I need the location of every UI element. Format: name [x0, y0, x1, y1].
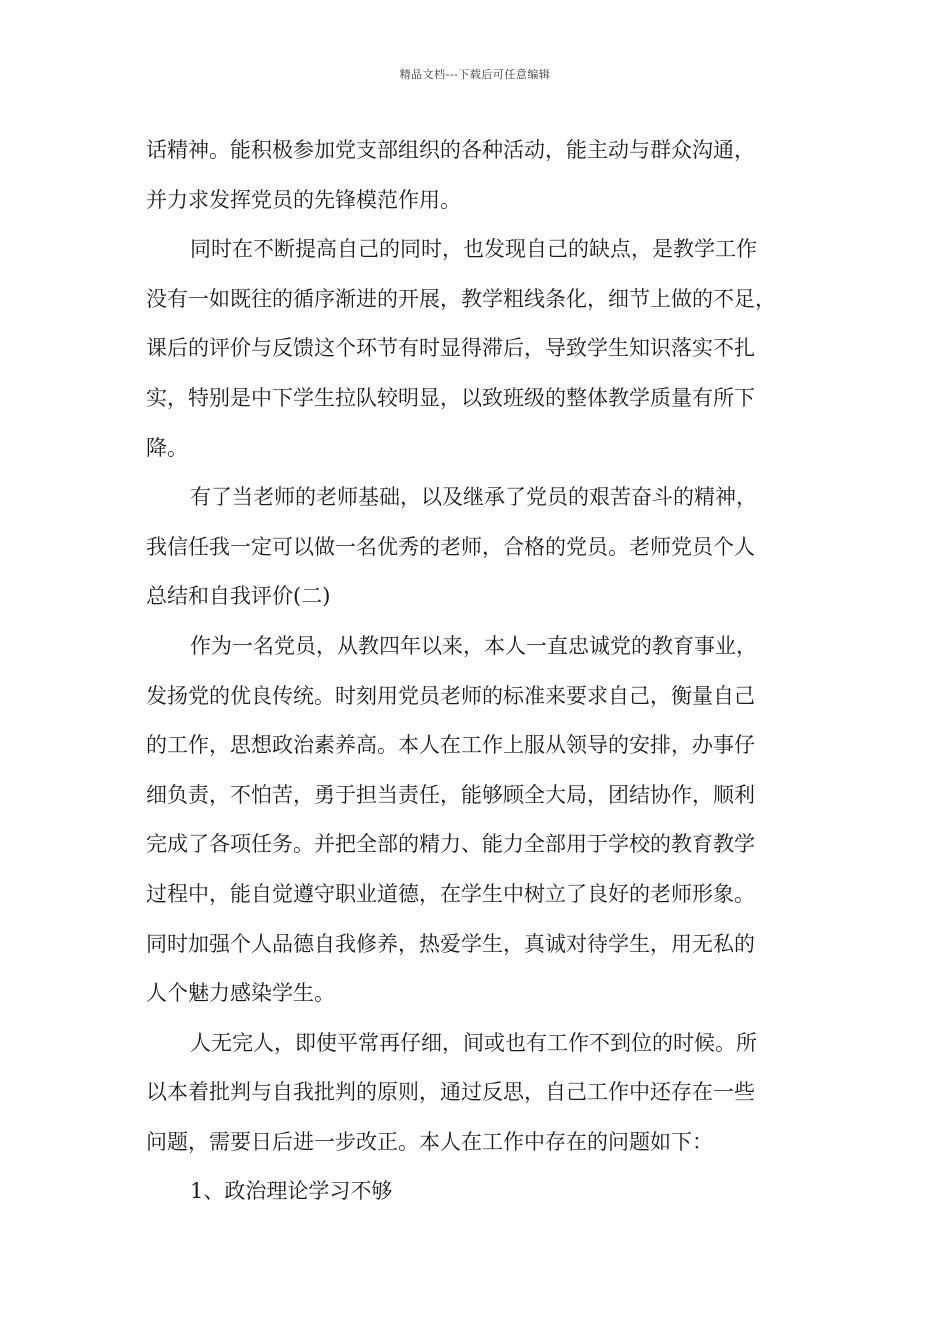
text-line: 我信任我一定可以做一名优秀的老师，合格的党员。老师党员个人 [146, 534, 755, 559]
text-line: 问题，需要日后进一步改正。本人在工作中存在的问题如下： [146, 1129, 713, 1154]
paragraph-start: 有了当老师的老师基础，以及继承了党员的艰苦奋斗的精神， [190, 485, 757, 510]
text-line: 完成了各项任务。并把全部的精力、能力全部用于学校的教育教学 [146, 832, 755, 857]
text-line: 人个魅力感染学生。 [146, 981, 335, 1006]
text-line: 发扬党的优良传统。时刻用党员老师的标准来要求自己，衡量自己 [146, 683, 755, 708]
text-line: 同时加强个人品德自我修养，热爱学生，真诚对待学生，用无私的 [146, 931, 755, 956]
document-body [146, 126, 808, 1217]
paragraph-start: 作为一名党员，从教四年以来，本人一直忠诚党的教育事业， [190, 633, 757, 658]
text-line: 并力求发挥党员的先锋模范作用。 [146, 187, 461, 212]
text-line: 话精神。能积极参加党支部组织的各种活动，能主动与群众沟通， [146, 138, 755, 162]
paragraph-start: 人无完人，即使平常再仔细，间或也有工作不到位的时候。所 [190, 1030, 757, 1055]
list-item: 1、政治理论学习不够 [190, 1179, 393, 1204]
text-line: 降。 [146, 435, 188, 460]
text-line: 的工作，思想政治素养高。本人在工作上服从领导的安排，办事仔 [146, 733, 755, 758]
paragraph-start: 同时在不断提高自己的同时，也发现自己的缺点，是教学工作 [190, 237, 757, 262]
text-line: 课后的评价与反馈这个环节有时显得滞后，导致学生知识落实不扎 [146, 336, 755, 361]
text-line: 过程中，能自觉遵守职业道德，在学生中树立了良好的老师形象。 [146, 881, 755, 906]
section-heading-line: 总结和自我评价(二) [146, 584, 331, 609]
text-line: 以本着批判与自我批判的原则，通过反思，自己工作中还存在一些 [146, 1080, 755, 1105]
text-line: 没有一如既往的循序渐进的开展，教学粗线条化，细节上做的不足， [146, 286, 776, 311]
page-header: 精品文档---下载后可任意编辑 [399, 68, 551, 81]
text-line: 实，特别是中下学生拉队较明显，以致班级的整体教学质量有所下 [146, 385, 755, 410]
text-line: 细负责，不怕苦，勇于担当责任，能够顾全大局，团结协作，顺利 [146, 782, 755, 807]
